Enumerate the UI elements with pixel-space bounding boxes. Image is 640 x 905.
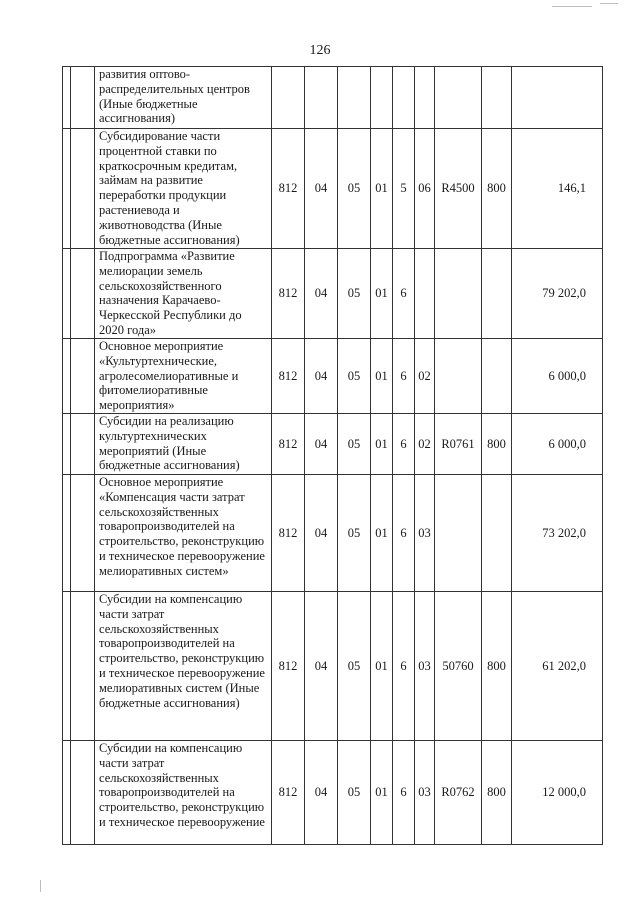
item-name-cell: Субсидии на компенсацию части затрат сельскохозяйственных товаропроизводителей на строительство, реконструкцию и техническое перевооружение мелиоративных систем (Иные бюджетные ассигнования) — [95, 591, 272, 740]
section-cell: 04 — [305, 249, 338, 339]
section-cell: 04 — [305, 413, 338, 474]
amount-cell: 6 000,0 — [512, 339, 603, 414]
table-row — [63, 413, 603, 474]
subprogram-code-cell — [393, 67, 415, 129]
grbs-cell: 812 — [272, 591, 305, 740]
activity-code-cell: 02 — [415, 413, 435, 474]
grbs-cell: 812 — [272, 129, 305, 249]
subsection-cell: 05 — [338, 740, 371, 844]
program-code-cell: 01 — [371, 413, 393, 474]
blank-cell — [71, 413, 95, 474]
section-cell: 04 — [305, 339, 338, 414]
grbs-cell: 812 — [272, 474, 305, 591]
program-code-cell: 01 — [371, 249, 393, 339]
blank-cell — [71, 591, 95, 740]
item-name-cell: Подпрограмма «Развитие мелиорации земель сельскохозяйственного назначения Карачаево-Черкесской Республики до 2020 года» — [95, 249, 272, 339]
grbs-cell: 812 — [272, 249, 305, 339]
program-code-cell: 01 — [371, 474, 393, 591]
direction-code-cell — [435, 249, 482, 339]
program-code-cell: 01 — [371, 129, 393, 249]
amount-cell: 6 000,0 — [512, 413, 603, 474]
budget-table — [62, 66, 603, 845]
blank-cell — [63, 249, 71, 339]
section-cell: 04 — [305, 474, 338, 591]
section-cell: 04 — [305, 591, 338, 740]
subsection-cell: 05 — [338, 413, 371, 474]
activity-code-cell: 03 — [415, 740, 435, 844]
subsection-cell: 05 — [338, 129, 371, 249]
program-code-cell: 01 — [371, 339, 393, 414]
section-cell: 04 — [305, 740, 338, 844]
amount-cell: 79 202,0 — [512, 249, 603, 339]
grbs-cell: 812 — [272, 413, 305, 474]
amount-cell: 73 202,0 — [512, 474, 603, 591]
blank-cell — [71, 129, 95, 249]
expense-type-cell: 800 — [482, 129, 512, 249]
activity-code-cell: 03 — [415, 474, 435, 591]
activity-code-cell — [415, 249, 435, 339]
amount-cell: 61 202,0 — [512, 591, 603, 740]
grbs-cell: 812 — [272, 740, 305, 844]
table-row — [63, 249, 603, 339]
blank-cell — [63, 67, 71, 129]
item-name-cell: Основное мероприятие «Культуртехнические, агролесомелиоративные и фитомелиоративные мероприятия» — [95, 339, 272, 414]
subsection-cell: 05 — [338, 474, 371, 591]
item-name-cell: Основное мероприятие «Компенсация части затрат сельскохозяйственных товаропроизводителей на строительство, реконструкцию и техническое перевооружение мелиоративных систем» — [95, 474, 272, 591]
amount-cell: 12 000,0 — [512, 740, 603, 844]
expense-type-cell: 800 — [482, 413, 512, 474]
subsection-cell — [338, 67, 371, 129]
item-name-cell: Субсидии на компенсацию части затрат сельскохозяйственных товаропроизводителей на строительство, реконструкцию и техническое перевооружение — [95, 740, 272, 844]
program-code-cell: 01 — [371, 591, 393, 740]
expense-type-cell: 800 — [482, 740, 512, 844]
blank-cell — [71, 474, 95, 591]
activity-code-cell: 06 — [415, 129, 435, 249]
expense-type-cell — [482, 339, 512, 414]
direction-code-cell — [435, 67, 482, 129]
blank-cell — [63, 591, 71, 740]
subprogram-code-cell: 6 — [393, 339, 415, 414]
program-code-cell — [371, 67, 393, 129]
page-number: 126 — [309, 43, 331, 58]
blank-cell — [63, 474, 71, 591]
blank-cell — [71, 740, 95, 844]
expense-type-cell — [482, 67, 512, 129]
blank-cell — [63, 413, 71, 474]
table-row — [63, 129, 603, 249]
blank-cell — [71, 249, 95, 339]
direction-code-cell — [435, 339, 482, 414]
blank-cell — [71, 339, 95, 414]
blank-cell — [63, 740, 71, 844]
amount-cell — [512, 67, 603, 129]
blank-cell — [71, 67, 95, 129]
blank-cell — [63, 339, 71, 414]
section-cell: 04 — [305, 129, 338, 249]
table-row — [63, 740, 603, 844]
subsection-cell: 05 — [338, 591, 371, 740]
expense-type-cell: 800 — [482, 591, 512, 740]
direction-code-cell: R0762 — [435, 740, 482, 844]
activity-code-cell: 02 — [415, 339, 435, 414]
activity-code-cell — [415, 67, 435, 129]
subprogram-code-cell: 5 — [393, 129, 415, 249]
direction-code-cell — [435, 474, 482, 591]
activity-code-cell: 03 — [415, 591, 435, 740]
expense-type-cell — [482, 249, 512, 339]
direction-code-cell: 50760 — [435, 591, 482, 740]
table-row — [63, 474, 603, 591]
grbs-cell — [272, 67, 305, 129]
table-row — [63, 591, 603, 740]
item-name-cell: Субсидии на реализацию культуртехнических мероприятий (Иные бюджетные ассигнования) — [95, 413, 272, 474]
section-cell — [305, 67, 338, 129]
subprogram-code-cell: 6 — [393, 740, 415, 844]
direction-code-cell: R4500 — [435, 129, 482, 249]
program-code-cell: 01 — [371, 740, 393, 844]
subprogram-code-cell: 6 — [393, 474, 415, 591]
direction-code-cell: R0761 — [435, 413, 482, 474]
item-name-cell: развития оптово-распределительных центров (Иные бюджетные ассигнования) — [95, 67, 272, 129]
amount-cell: 146,1 — [512, 129, 603, 249]
grbs-cell: 812 — [272, 339, 305, 414]
expense-type-cell — [482, 474, 512, 591]
blank-cell — [63, 129, 71, 249]
subprogram-code-cell: 6 — [393, 413, 415, 474]
table-row — [63, 67, 603, 129]
item-name-cell: Субсидирование части процентной ставки по краткосрочным кредитам, займам на развитие переработки продукции растениевода и животноводства (Иные бюджетные ассигнования) — [95, 129, 272, 249]
subprogram-code-cell: 6 — [393, 591, 415, 740]
subsection-cell: 05 — [338, 339, 371, 414]
table-row — [63, 339, 603, 414]
subsection-cell: 05 — [338, 249, 371, 339]
subprogram-code-cell: 6 — [393, 249, 415, 339]
